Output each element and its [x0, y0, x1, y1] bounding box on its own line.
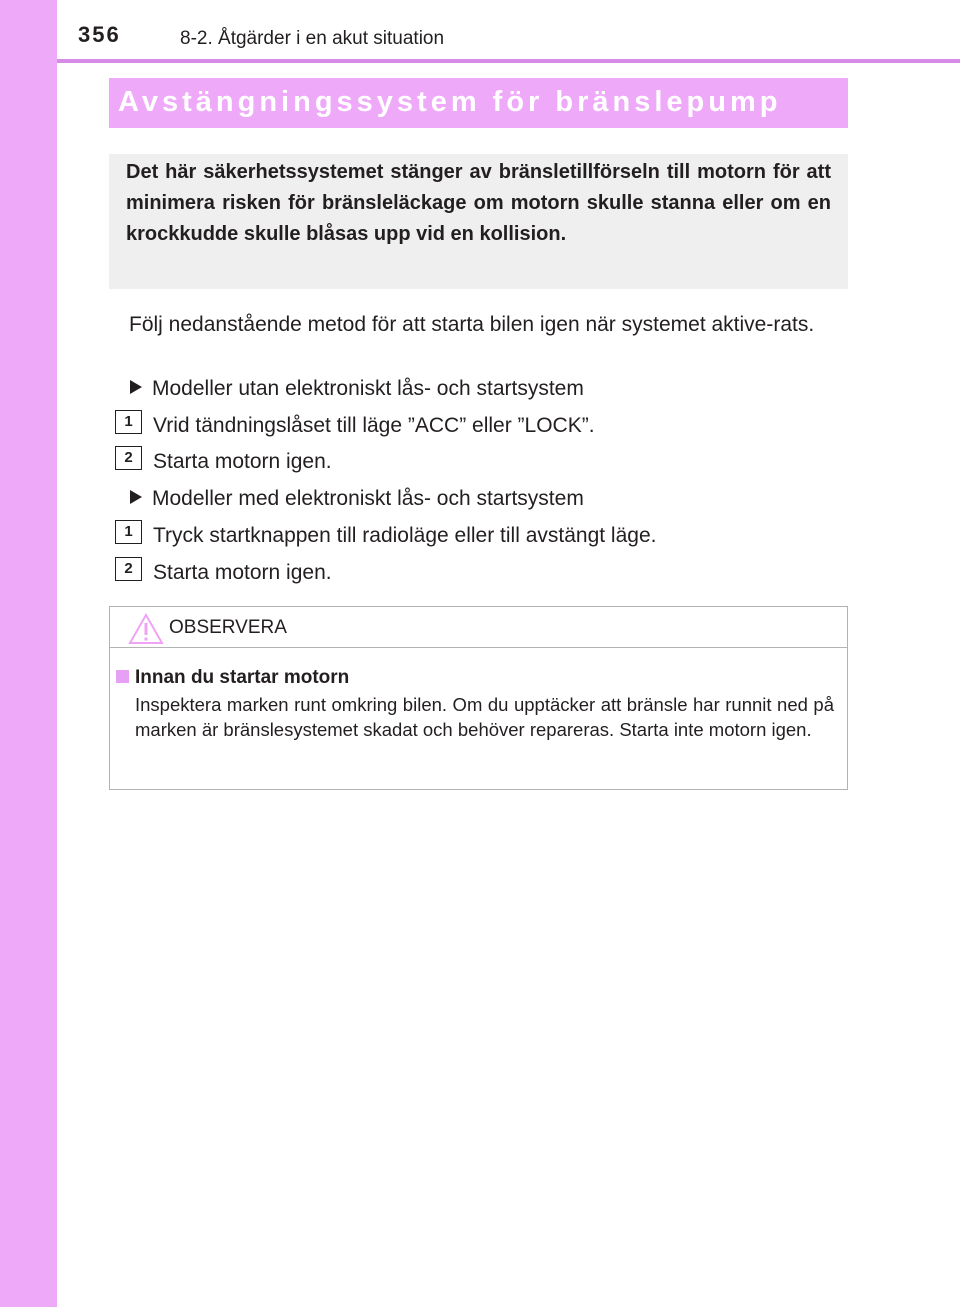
step-text: Tryck startknappen till radioläge eller till avstängt läge.: [153, 524, 657, 547]
caution-header: [110, 607, 847, 648]
model-heading-label: Modeller utan elektroniskt lås- och startsystem: [152, 377, 584, 400]
step-number-badge: 2: [115, 446, 142, 470]
step-item: [115, 524, 656, 548]
header-rule: [57, 59, 960, 63]
instruction-paragraph: Följ nedanstående metod för att starta bilen igen när systemet aktive-rats.: [129, 313, 815, 336]
section-breadcrumb: 8-2. Åtgärder i en akut situation: [180, 28, 445, 49]
caution-subheading-text: Innan du startar motorn: [135, 667, 350, 688]
step-number-badge: 1: [115, 410, 142, 434]
step-text: Starta motorn igen.: [153, 561, 332, 584]
warning-triangle-icon: [128, 613, 164, 645]
arrow-right-icon: [130, 490, 142, 504]
step-text: Starta motorn igen.: [153, 450, 332, 473]
caution-box: [109, 606, 848, 790]
section-title-bar: [109, 78, 848, 128]
section-title: Avstängningssystem för bränslepump: [118, 86, 782, 118]
square-bullet-icon: [116, 670, 129, 683]
step-item: [115, 414, 595, 438]
intro-box: [109, 154, 848, 289]
step-text: Vrid tändningslåset till läge ”ACC” eller ”LOCK”.: [153, 414, 595, 437]
caution-body: Inspektera marken runt omkring bilen. Om du upptäcker att bränsle har runnit ned på marken är bränslesystemet skadat och behöver repareras. Starta inte motorn igen.: [135, 694, 834, 740]
step-number-badge: 2: [115, 557, 142, 581]
intro-text: Det här säkerhetssystemet stänger av bränsletillförseln till motorn för att minimera risken för bränsleläckage om motorn skulle stanna eller om en krockkudde skulle blåsas upp vid en kollision.: [126, 161, 831, 245]
model-heading-label: Modeller med elektroniskt lås- och startsystem: [152, 487, 584, 510]
side-color-band: [0, 0, 57, 1307]
arrow-right-icon: [130, 380, 142, 394]
model-heading-without-smart-key: [130, 377, 584, 401]
page-number: 356: [78, 22, 121, 47]
step-item: [115, 561, 332, 585]
caution-subheading: [116, 667, 349, 689]
step-number-badge: 1: [115, 520, 142, 544]
caution-label: OBSERVERA: [169, 617, 287, 638]
model-heading-with-smart-key: [130, 487, 584, 511]
step-item: [115, 450, 332, 474]
